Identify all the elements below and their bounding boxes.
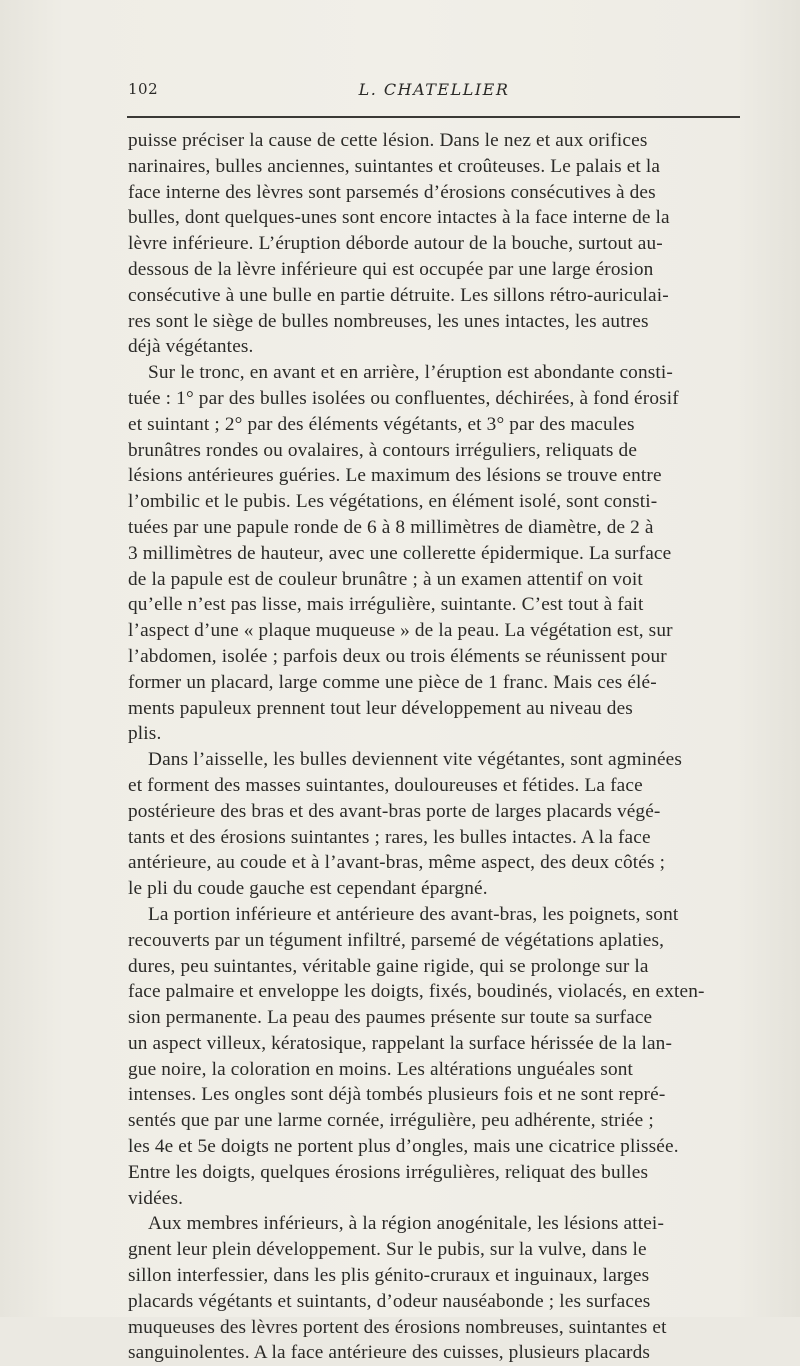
text-line: sanguinolentes. A la face antérieure des cuisses, plusieurs placards [128, 1342, 651, 1364]
text-line: l’abdomen, isolée ; parfois deux ou trois éléments se réunissent pour [128, 645, 667, 667]
text-line: vidées. [128, 1187, 184, 1209]
text-line: recouverts par un tégument infiltré, parsemé de végétations aplaties, [128, 929, 665, 951]
text-line: brunâtres rondes ou ovalaires, à contours irréguliers, reliquats de [128, 439, 638, 461]
text-line: gue noire, la coloration en moins. Les altérations unguéales sont [128, 1058, 634, 1080]
text-line: de la papule est de couleur brunâtre ; à un examen attentif on voit [128, 568, 643, 590]
text-line: postérieure des bras et des avant-bras porte de larges placards végé- [128, 800, 661, 822]
text-line: puisse préciser la cause de cette lésion. Dans le nez et aux orifices [128, 130, 648, 151]
text-line: face interne des lèvres sont parsemés d’érosions consécutives à des [128, 181, 656, 203]
text-line: La portion inférieure et antérieure des avant-bras, les poignets, sont [148, 903, 679, 925]
running-title: L. CHATELLIER [358, 80, 510, 99]
text-line: tuée : 1° par des bulles isolées ou confluentes, déchirées, à fond érosif [128, 387, 679, 409]
text-line: le pli du coude gauche est cependant épargné. [128, 878, 488, 900]
text-line: 3 millimètres de hauteur, avec une collerette épidermique. La surface [128, 542, 672, 564]
text-line: placards végétants et suintants, d’odeur nauséabonde ; les surfaces [128, 1290, 651, 1312]
text-line: bulles, dont quelques-unes sont encore intactes à la face interne de la [128, 207, 670, 229]
text-line: sentés que par une larme cornée, irrégulière, peu adhérente, striée ; [128, 1110, 654, 1132]
text-line: lésions antérieures guéries. Le maximum des lésions se trouve entre [128, 465, 662, 487]
text-line: Entre les doigts, quelques érosions irrégulières, reliquat des bulles [128, 1161, 649, 1183]
text-line: antérieure, au coude et à l’avant-bras, même aspect, des deux côtés ; [128, 852, 666, 874]
text-line: tants et des érosions suintantes ; rares, les bulles intactes. A la face [128, 826, 651, 848]
page-header [128, 80, 740, 106]
header-rule [127, 116, 740, 118]
text-line: Dans l’aisselle, les bulles deviennent vite végétantes, sont agminées [148, 749, 683, 771]
text-line: dessous de la lèvre inférieure qui est occupée par une large érosion [128, 258, 654, 280]
text-line: dures, peu suintantes, véritable gaine rigide, qui se prolonge sur la [128, 955, 649, 977]
text-line: intenses. Les ongles sont déjà tombés plusieurs fois et ne sont repré- [128, 1084, 666, 1106]
text-line: l’ombilic et le pubis. Les végétations, en élément isolé, sont consti- [128, 491, 658, 513]
text-line: sion permanente. La peau des paumes présente sur toute sa surface [128, 1007, 653, 1029]
text-line: tuées par une papule ronde de 6 à 8 millimètres de diamètre, de 2 à [128, 516, 654, 538]
text-line: Sur le tronc, en avant et en arrière, l’éruption est abondante consti- [148, 362, 674, 384]
body-text [128, 128, 752, 1366]
text-line: sillon interfessier, dans les plis génito-cruraux et inguinaux, larges [128, 1265, 650, 1287]
text-line: déjà végétantes. [128, 336, 254, 358]
text-line: Aux membres inférieurs, à la région anogénitale, les lésions attei- [148, 1213, 665, 1235]
text-line: l’aspect d’une « plaque muqueuse » de la peau. La végétation est, sur [128, 620, 673, 642]
text-line: muqueuses des lèvres portent des érosions nombreuses, suintantes et [128, 1316, 667, 1338]
text-line: lèvre inférieure. L’éruption déborde autour de la bouche, surtout au- [128, 233, 663, 255]
text-line: et suintant ; 2° par des éléments végétants, et 3° par des macules [128, 413, 635, 435]
text-line: les 4e et 5e doigts ne portent plus d’ongles, mais une cicatrice plissée. [128, 1136, 679, 1158]
text-line: plis. [128, 723, 162, 745]
text-line: et forment des masses suintantes, douloureuses et fétides. La face [128, 774, 643, 796]
page-number: 102 [128, 80, 159, 98]
text-line: former un placard, large comme une pièce de 1 franc. Mais ces élé- [128, 671, 657, 693]
text-line: qu’elle n’est pas lisse, mais irrégulière, suintante. C’est tout à fait [128, 594, 644, 616]
text-line: ments papuleux prennent tout leur développement au niveau des [128, 697, 633, 719]
text-line: un aspect villeux, kératosique, rappelant la surface hérissée de la lan- [128, 1032, 673, 1054]
text-line: consécutive à une bulle en partie détruite. Les sillons rétro-auriculai- [128, 284, 669, 306]
text-line: gnent leur plein développement. Sur le pubis, sur la vulve, dans le [128, 1239, 647, 1261]
text-line: narinaires, bulles anciennes, suintantes et croûteuses. Le palais et la [128, 155, 661, 177]
text-line: res sont le siège de bulles nombreuses, les unes intactes, les autres [128, 310, 649, 332]
text-line: face palmaire et enveloppe les doigts, fixés, boudinés, violacés, en exten- [128, 981, 705, 1003]
